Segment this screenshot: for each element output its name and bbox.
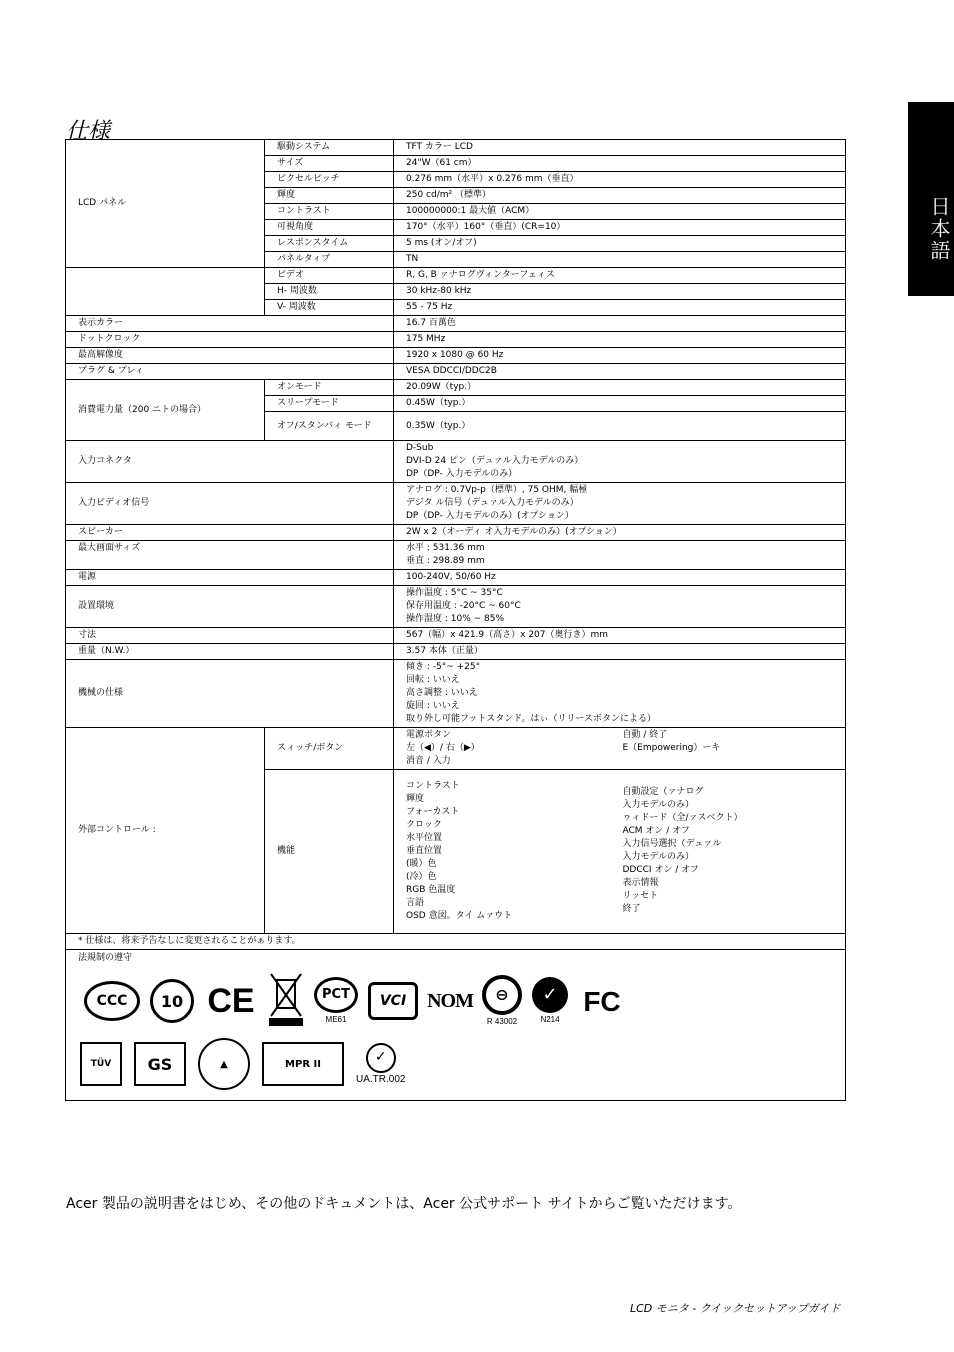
value-line: 入力信号選択（デュァル: [622, 839, 722, 849]
fcc-logo-icon: FC: [583, 985, 621, 1017]
table-row: [66, 316, 846, 332]
value-line: 傾き : -5°~ +25°: [406, 662, 481, 672]
gs-logo-icon: GS: [134, 1042, 186, 1086]
table-row: [66, 348, 846, 364]
row-label: 駆動システム: [265, 140, 394, 156]
n214-caption: N214: [540, 1014, 560, 1024]
me61-caption: ME61: [325, 1014, 347, 1024]
tuv-circle-logo-icon: ▲: [198, 1038, 250, 1090]
row-label: サイズ: [265, 156, 394, 172]
row-value: 24"W（61 cm）: [394, 156, 846, 172]
row-value: 0.276 mm（水平）x 0.276 mm（垂直）: [394, 172, 846, 188]
value-line: DP（DP- 入力モデルのみ）: [406, 469, 518, 479]
group-label: 消費電力量（200 ニトの場合）: [66, 380, 265, 441]
value-line: DP（DP- 入力モデルのみ）(オプション）: [406, 511, 574, 521]
group-label: プラグ & プレィ: [66, 364, 394, 380]
group-label: スピーカー: [66, 525, 394, 541]
row-label: スィッチ/ボタン: [265, 728, 394, 770]
table-row: [66, 660, 846, 728]
row-value: [394, 483, 846, 525]
group-label: 表示カラー: [66, 316, 394, 332]
table-row: [66, 586, 846, 628]
row-label: ピクセルピッチ: [265, 172, 394, 188]
value-line: 水平位置: [406, 833, 443, 843]
table-row: [66, 380, 846, 396]
spec-table: [65, 139, 846, 1101]
ua-logo-icon: ✓: [366, 1043, 396, 1073]
value-line: コントラスト: [406, 781, 460, 791]
row-value: 0.45W（typ.）: [394, 396, 846, 412]
value-line: D-Sub: [406, 443, 434, 453]
group-label: 最高解像度: [66, 348, 394, 364]
row-value: 2W x 2（オーディ オ入力モデルのみ）(オプション）: [394, 525, 846, 541]
value-line: 言語: [406, 898, 425, 908]
table-row: [66, 441, 846, 483]
table-row: [66, 140, 846, 156]
row-label: スリープモード: [265, 396, 394, 412]
value-line: DVI-D 24 ピン（デュァル入力モデルのみ）: [406, 456, 584, 466]
row-value: [394, 770, 846, 934]
page-footer: LCD モニタ - クイックセットアップガイド: [630, 1302, 841, 1315]
table-row: [66, 934, 846, 950]
mpr-logo-icon: MPR II: [262, 1042, 344, 1086]
value-line: 輝度: [406, 794, 425, 804]
group-label: 寸法: [66, 628, 394, 644]
row-label: ビデオ: [265, 268, 394, 284]
row-value: [394, 441, 846, 483]
table-row: [66, 644, 846, 660]
row-value: TN: [394, 252, 846, 268]
value-line: 取り外し可能フットスタンド。はぃ（リリースボタンによる）: [406, 714, 657, 724]
vcci-logo-icon: VCI: [368, 982, 418, 1020]
row-label: 可視角度: [265, 220, 394, 236]
value-line: 操作湿度 : 10% ~ 85%: [406, 614, 505, 624]
value-line: DDCCI オン / オフ: [622, 865, 699, 875]
group-label: 入力コネクタ: [66, 441, 394, 483]
table-row: [66, 570, 846, 586]
group-label: 電源: [66, 570, 394, 586]
row-value: 100000000:1 最大値（ACM）: [394, 204, 846, 220]
value-line: 電源ボタン: [406, 730, 452, 740]
row-label: V- 周波数: [265, 300, 394, 316]
row-value: 5 ms (オン/オフ): [394, 236, 846, 252]
row-label: オフ/スタンバィ モード: [265, 412, 394, 441]
documentation-note: Acer 製品の説明書をはじめ、その他のドキュメントは、Acer 公式サポート サイトからご覧いただけます。: [66, 1196, 742, 1212]
value-line: (冷）色: [406, 872, 437, 882]
logo-row-1: [84, 972, 626, 1030]
row-label: コントラスト: [265, 204, 394, 220]
table-row: [66, 332, 846, 348]
group-label: 重量（N.W.）: [66, 644, 394, 660]
group-label: LCD パネル: [66, 140, 265, 268]
value-line: OSD 意図。タイ ムァウト: [406, 911, 513, 921]
regulatory-label: 法規制の遵守: [78, 953, 133, 963]
table-row: [66, 483, 846, 525]
value-line: 操作温度 : 5°C ~ 35°C: [406, 588, 503, 598]
value-line: 終了: [622, 904, 641, 914]
row-value: 100-240V, 50/60 Hz: [394, 570, 846, 586]
value-line: 垂直 : 298.89 mm: [406, 556, 485, 566]
row-label: 機能: [265, 770, 394, 934]
value-line: アナログ : 0.7Vp-p（標準）, 75 OHM, 幅極: [406, 485, 588, 495]
value-line: RGB 色温度: [406, 885, 456, 895]
weee-icon: [268, 972, 304, 1030]
row-label: オンモード: [265, 380, 394, 396]
row-label: パネルタィプ: [265, 252, 394, 268]
value-line: 高さ調整 : いいえ: [406, 688, 478, 698]
value-line: E（Empowering）ーキ: [622, 743, 721, 753]
table-row: [66, 728, 846, 770]
value-line: 水平 : 531.36 mm: [406, 543, 485, 553]
row-value: 20.09W（typ.）: [394, 380, 846, 396]
row-value: 170°（水平）160°（垂直）(CR=10）: [394, 220, 846, 236]
ctick-logo-icon: ✓: [532, 977, 568, 1013]
row-value: 175 MHz: [394, 332, 846, 348]
kc-logo-icon: ⊖: [482, 975, 522, 1015]
value-line: ACM オン / オフ: [622, 826, 690, 836]
row-value: 55 - 75 Hz: [394, 300, 846, 316]
row-value: 1920 x 1080 @ 60 Hz: [394, 348, 846, 364]
table-row: [66, 628, 846, 644]
row-value: 16.7 百萬色: [394, 316, 846, 332]
pct-logo-icon: PCT: [314, 977, 358, 1013]
row-value: 567（幅）x 421.9（高さ）x 207（奥行き）mm: [394, 628, 846, 644]
ua-logo: [356, 1043, 405, 1086]
value-line: 自動設定（ァナログ: [622, 787, 704, 797]
tuv-zertifiziert-logo-icon: TÜV: [80, 1042, 122, 1086]
value-line: 自動 / 終了: [622, 730, 668, 740]
value-line: 表示情報: [622, 878, 659, 888]
value-line: ヮィドード（全/ァスベクト）: [622, 813, 743, 823]
regulatory-cell: [66, 950, 846, 1101]
ce-logo-icon: CE: [207, 981, 255, 1020]
r43002-caption: R 43002: [486, 1016, 518, 1026]
row-value: VESA DDCCI/DDC2B: [394, 364, 846, 380]
table-row: [66, 364, 846, 380]
group-label: ドットクロック: [66, 332, 394, 348]
value-line: 入力モデルのみ）: [622, 852, 695, 862]
row-value: 250 cd/m² （標準）: [394, 188, 846, 204]
language-tab: 日本語: [908, 102, 954, 296]
value-line: リッセト: [622, 891, 659, 901]
value-line: デジタ ル信号（デュァル入力モデルのみ）: [406, 498, 579, 508]
value-line: 保存用温度 : -20°C ~ 60°C: [406, 601, 521, 611]
page-title: 仕様: [66, 119, 111, 144]
group-label: [66, 268, 265, 316]
row-value: [394, 586, 846, 628]
row-value: TFT カラー LCD: [394, 140, 846, 156]
weee-bin-icon: [269, 972, 303, 1018]
group-label: 最大画面サィズ: [66, 541, 394, 570]
value-line: 回転 : いいえ: [406, 675, 460, 685]
row-value: 0.35W（typ.）: [394, 412, 846, 441]
tuv-10-logo-icon: 10: [150, 979, 194, 1023]
row-value: 3.57 本体（正量）: [394, 644, 846, 660]
value-line: 入力モデルのみ）: [622, 800, 695, 810]
value-line: 旋回 : いいえ: [406, 701, 460, 711]
row-value: 30 kHz-80 kHz: [394, 284, 846, 300]
row-label: 輝度: [265, 188, 394, 204]
logo-row-2: [80, 1038, 405, 1090]
n214-logo: [532, 977, 568, 1026]
value-line: 垂直位置: [406, 846, 443, 856]
nom-logo-icon: NOM: [427, 989, 473, 1012]
pct-logo: [314, 977, 358, 1026]
table-row: [66, 541, 846, 570]
value-line: 消音 / 入力: [406, 756, 451, 766]
group-label: 入力ビディオ信号: [66, 483, 394, 525]
value-line: クロック: [406, 820, 442, 830]
value-line: 左（◀）/ 右（▶）: [406, 743, 480, 753]
group-label: 外部コントロール :: [66, 728, 265, 934]
group-label: 設置環境: [66, 586, 394, 628]
ccc-logo-icon: CCC: [84, 981, 140, 1021]
row-value: R, G, B ァナログヴィンターフェィス: [394, 268, 846, 284]
value-line: (暖）色: [406, 859, 437, 869]
row-value: [394, 541, 846, 570]
row-value: [394, 660, 846, 728]
note: * 仕様は、将来予告なしに変更されることがぁります。: [66, 934, 846, 950]
table-row: [66, 525, 846, 541]
table-row: [66, 268, 846, 284]
group-label: 機械の仕様: [66, 660, 394, 728]
row-label: レスポンスタイム: [265, 236, 394, 252]
r43002-logo: [482, 975, 522, 1028]
ua-caption: UA.TR.002: [356, 1073, 406, 1085]
row-label: H- 周波数: [265, 284, 394, 300]
value-line: フォーカスト: [406, 807, 460, 817]
row-value: [394, 728, 846, 770]
table-row: [66, 950, 846, 1101]
